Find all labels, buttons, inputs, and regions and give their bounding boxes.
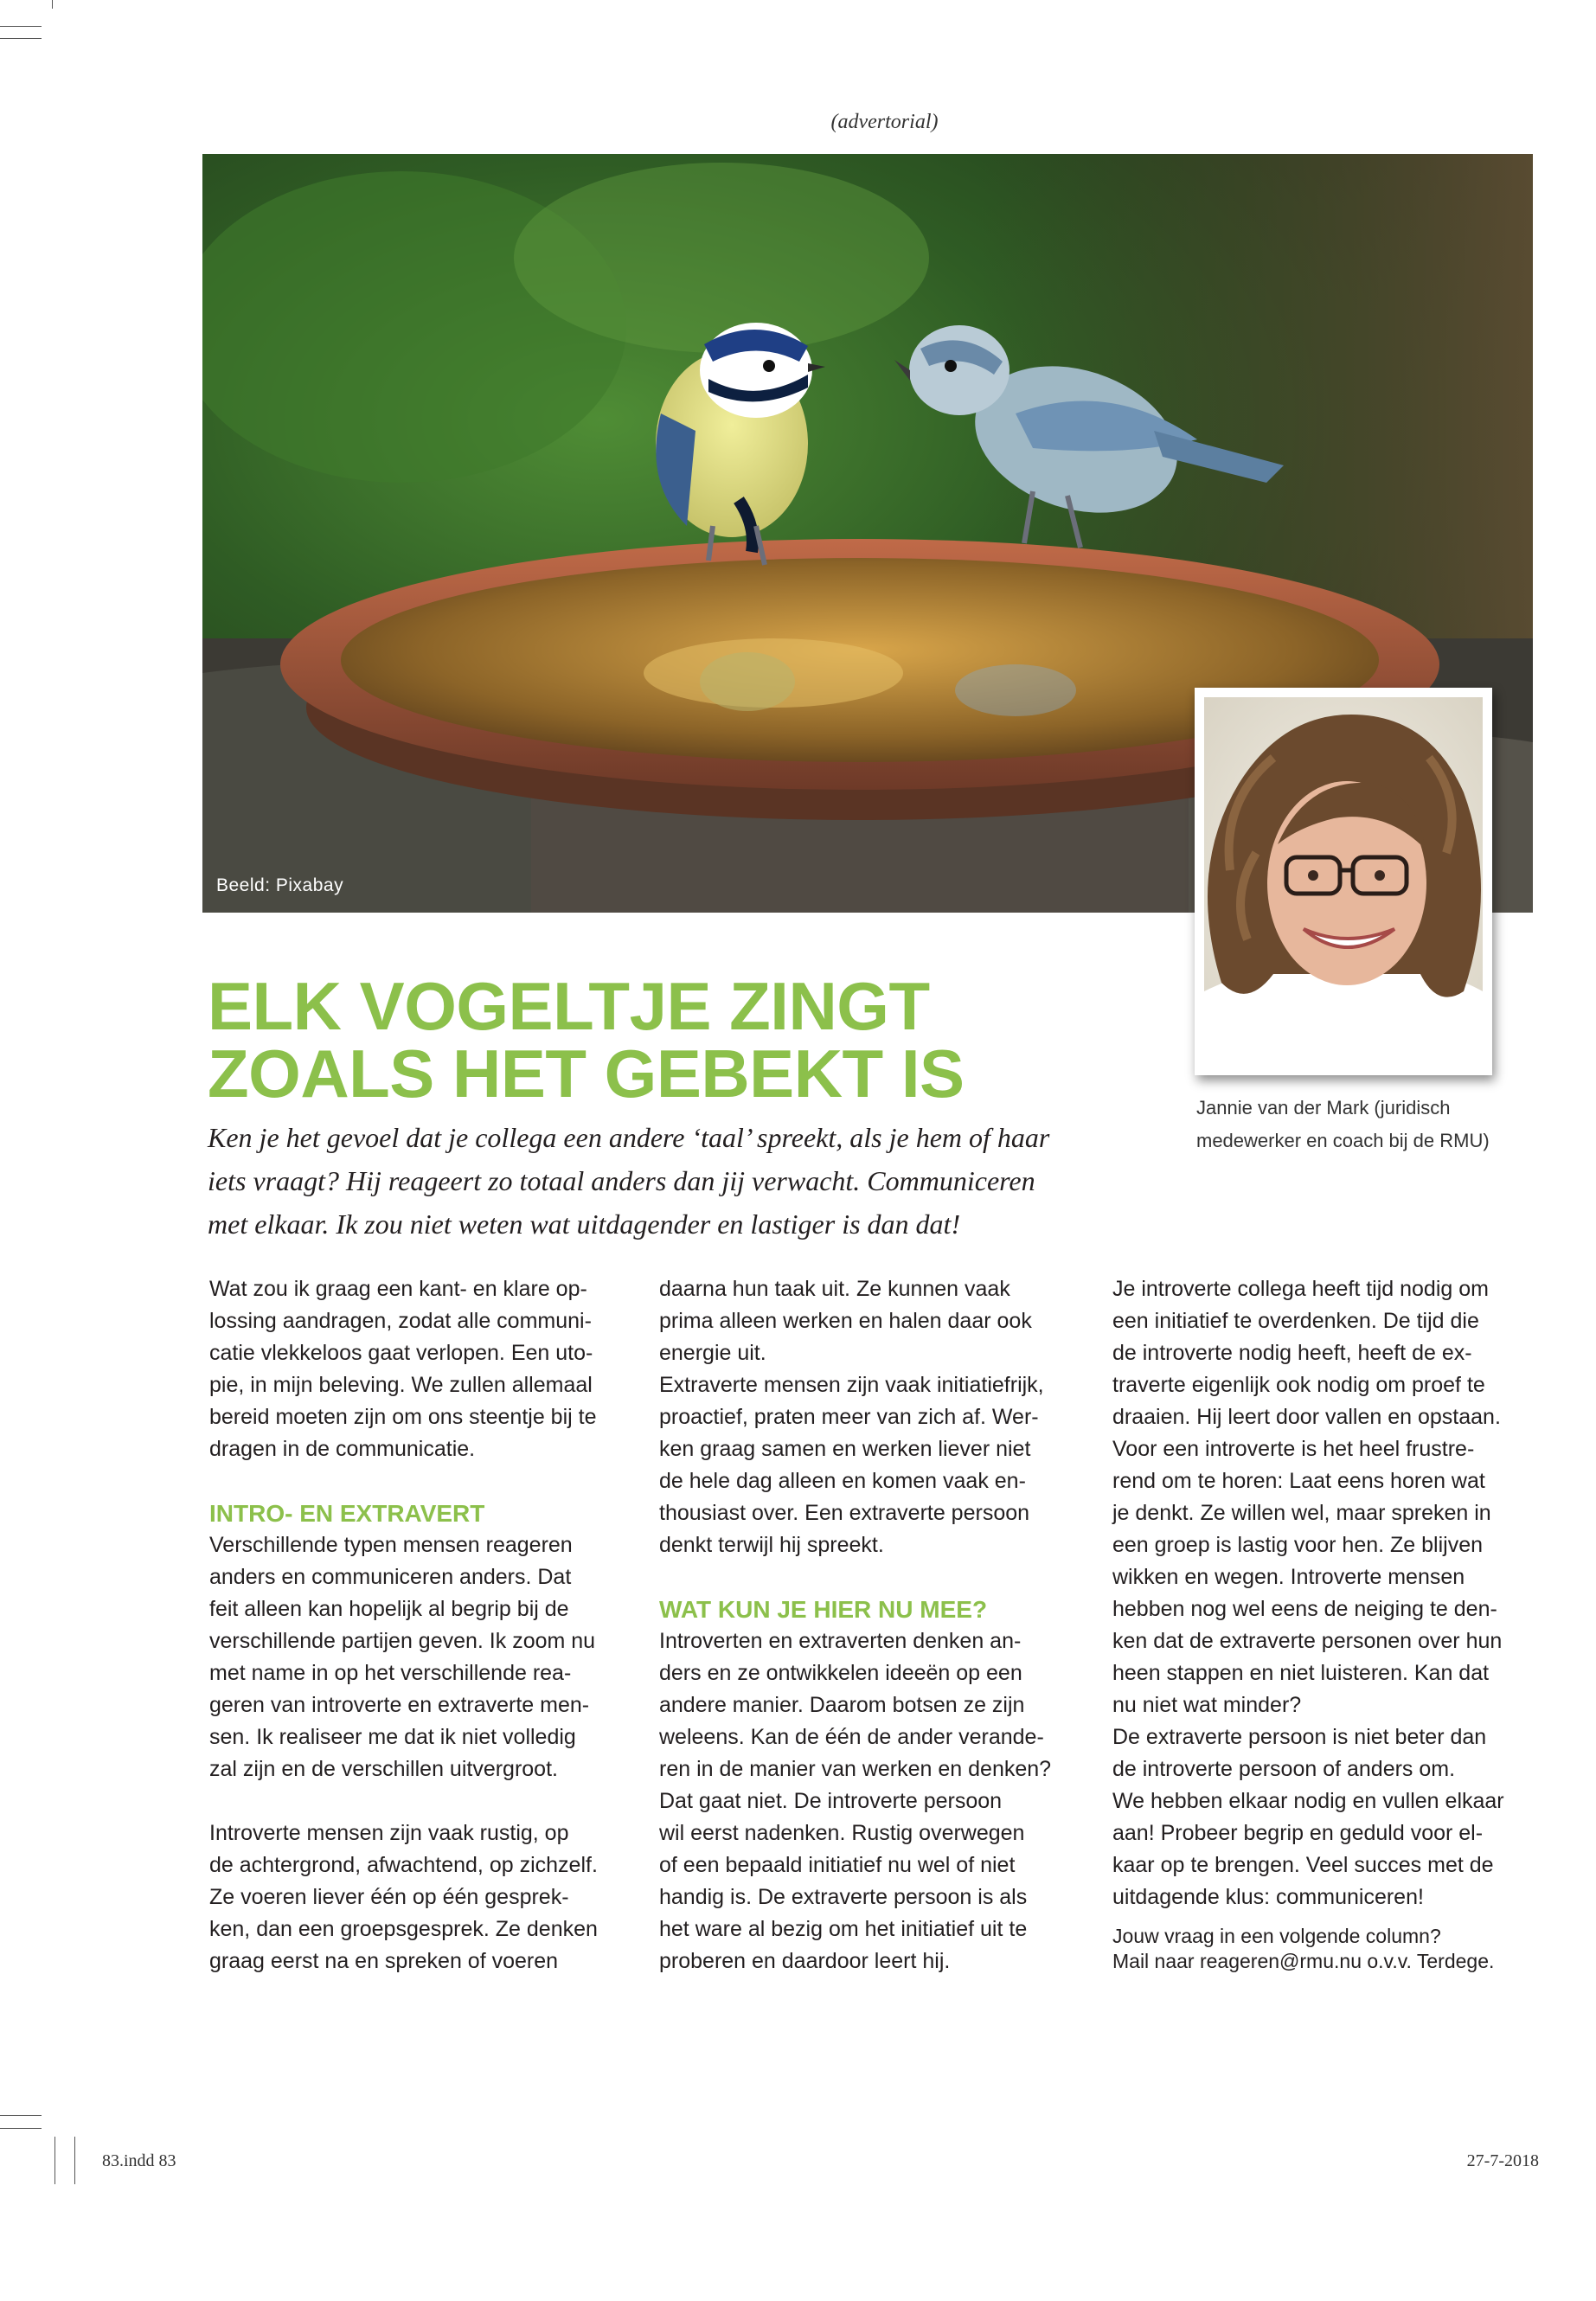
- text-line: Mail naar reageren@rmu.nu o.v.v. Terdege.: [1112, 1950, 1495, 1972]
- caption-line: Jannie van der Mark (juridisch: [1196, 1097, 1451, 1118]
- text-line: kaar op te brengen. Veel succes met de: [1112, 1853, 1494, 1877]
- text-line: Je introverte collega heeft tijd nodig om: [1112, 1277, 1489, 1301]
- title-line: ELK VOGELTJE ZINGT: [208, 968, 930, 1044]
- text-line: een initiatief te overdenken. De tijd die: [1112, 1309, 1479, 1333]
- body-column-1: [209, 1273, 633, 1977]
- text-line: of een bepaald initiatief nu wel of niet: [659, 1853, 1016, 1877]
- text-line: weleens. Kan de één de ander verande-: [659, 1725, 1044, 1749]
- intro-line: iets vraagt? Hij reageert zo totaal anders dan jij verwacht. Communiceren: [208, 1165, 1035, 1196]
- text-line: Jouw vraag in een volgende column?: [1112, 1925, 1441, 1947]
- text-line: sen. Ik realiseer me dat ik niet volledig: [209, 1725, 576, 1749]
- crop-mark: [0, 2115, 42, 2116]
- intro-line: met elkaar. Ik zou niet weten wat uitdagender en lastiger is dan dat!: [208, 1208, 961, 1240]
- intro-line: Ken je het gevoel dat je collega een andere ‘taal’ spreekt, als je hem of haar: [208, 1122, 1050, 1153]
- text-line: hebben nog wel eens de neiging te den-: [1112, 1597, 1497, 1621]
- section-heading: WAT KUN JE HIER NU MEE?: [659, 1596, 988, 1623]
- text-line: de hele dag alleen en komen vaak en-: [659, 1469, 1026, 1493]
- text-line: de introverte nodig heeft, heeft de ex-: [1112, 1341, 1472, 1365]
- text-line: ders en ze ontwikkelen ideeën op een: [659, 1661, 1022, 1685]
- crop-mark: [54, 2137, 55, 2184]
- text-line: energie uit.: [659, 1341, 766, 1365]
- text-line: uitdagende klus: communiceren!: [1112, 1885, 1424, 1909]
- text-line: met name in op het verschillende rea-: [209, 1661, 572, 1685]
- text-line: Introverten en extraverten denken an-: [659, 1629, 1022, 1653]
- author-portrait: [1195, 688, 1492, 1075]
- text-line: wil eerst nadenken. Rustig overwegen: [659, 1821, 1025, 1845]
- paragraph: [209, 1529, 633, 1785]
- text-line: proberen en daardoor leert hij.: [659, 1949, 951, 1973]
- crop-mark: [0, 2128, 42, 2129]
- text-line: ren in de manier van werken en denken?: [659, 1757, 1052, 1781]
- caption-line: medewerker en coach bij de RMU): [1196, 1130, 1490, 1151]
- section-heading: INTRO- EN EXTRAVERT: [209, 1500, 485, 1527]
- text-line: het ware al bezig om het initiatief uit te: [659, 1917, 1028, 1941]
- text-line: anders en communiceren anders. Dat: [209, 1565, 572, 1589]
- crop-mark: [74, 2137, 75, 2184]
- title-line: ZOALS HET GEBEKT IS: [208, 1035, 965, 1112]
- text-line: zal zijn en de verschillen uitvergroot.: [209, 1757, 558, 1781]
- paragraph: [659, 1273, 1083, 1369]
- text-line: thousiast over. Een extraverte persoon: [659, 1501, 1030, 1525]
- text-line: lossing aandragen, zodat alle communi-: [209, 1309, 592, 1333]
- paragraph: [1112, 1273, 1536, 1721]
- text-line: dragen in de communicatie.: [209, 1437, 476, 1461]
- text-line: de introverte persoon of anders om.: [1112, 1757, 1456, 1781]
- text-line: ken graag samen en werken liever niet: [659, 1437, 1031, 1461]
- text-line: prima alleen werken en halen daar ook: [659, 1309, 1032, 1333]
- text-line: ken, dan een groepsgesprek. Ze denken: [209, 1917, 598, 1941]
- text-line: graag eerst na en spreken of voeren: [209, 1949, 559, 1973]
- paragraph: [659, 1625, 1083, 1977]
- text-line: aan! Probeer begrip en geduld voor el-: [1112, 1821, 1484, 1845]
- paragraph: [1112, 1721, 1536, 1913]
- text-line: rend om te horen: Laat eens horen wat: [1112, 1469, 1485, 1493]
- text-line: Verschillende typen mensen reageren: [209, 1533, 573, 1557]
- text-line: geren van introverte en extraverte men-: [209, 1693, 590, 1717]
- crop-mark: [0, 38, 42, 39]
- portrait-illustration: [1204, 697, 1483, 1066]
- text-line: verschillende partijen geven. Ik zoom nu: [209, 1629, 596, 1653]
- body-column-2: [659, 1273, 1083, 1977]
- text-line: pie, in mijn beleving. We zullen allemaal: [209, 1373, 593, 1397]
- paragraph: [209, 1817, 633, 1977]
- text-line: Extraverte mensen zijn vaak initiatiefrijk,: [659, 1373, 1044, 1397]
- text-line: Dat gaat niet. De introverte persoon: [659, 1789, 1003, 1813]
- text-line: denkt terwijl hij spreekt.: [659, 1533, 884, 1557]
- text-line: ken dat de extraverte personen over hun: [1112, 1629, 1503, 1653]
- body-column-3: [1112, 1273, 1536, 1974]
- footer-file-info: 83.indd 83: [102, 2151, 176, 2170]
- advertorial-label: (advertorial): [830, 111, 939, 133]
- text-line: bereid moeten zijn om ons steentje bij te: [209, 1405, 597, 1429]
- crop-mark: [52, 0, 53, 9]
- text-line: handig is. De extraverte persoon is als: [659, 1885, 1028, 1909]
- paragraph: [659, 1369, 1083, 1561]
- crop-mark: [0, 26, 42, 27]
- text-line: Ze voeren liever één op één gesprek-: [209, 1885, 569, 1909]
- reader-question-note: [1112, 1924, 1536, 1974]
- text-line: nu niet wat minder?: [1112, 1693, 1302, 1717]
- text-line: proactief, praten meer van zich af. Wer-: [659, 1405, 1039, 1429]
- photo-credit: Beeld: Pixabay: [216, 875, 344, 895]
- text-line: een groep is lastig voor hen. Ze blijven: [1112, 1533, 1484, 1557]
- paragraph: [209, 1273, 633, 1465]
- portrait-caption: [1196, 1092, 1525, 1157]
- article-intro: [208, 1116, 1073, 1246]
- text-line: Introverte mensen zijn vaak rustig, op: [209, 1821, 569, 1845]
- text-line: De extraverte persoon is niet beter dan: [1112, 1725, 1487, 1749]
- text-line: Voor een introverte is het heel frustre-: [1112, 1437, 1475, 1461]
- text-line: Wat zou ik graag een kant- en klare op-: [209, 1277, 587, 1301]
- text-line: heen stappen en niet luisteren. Kan dat: [1112, 1661, 1490, 1685]
- text-line: feit alleen kan hopelijk al begrip bij de: [209, 1597, 569, 1621]
- text-line: andere manier. Daarom botsen ze zijn: [659, 1693, 1025, 1717]
- article-title: [208, 968, 1159, 1112]
- text-line: je denkt. Ze willen wel, maar spreken in: [1112, 1501, 1491, 1525]
- text-line: traverte eigenlijk ook nodig om proef te: [1112, 1373, 1485, 1397]
- text-line: daarna hun taak uit. Ze kunnen vaak: [659, 1277, 1010, 1301]
- text-line: draaien. Hij leert door vallen en opstaan.: [1112, 1405, 1501, 1429]
- text-line: de achtergrond, afwachtend, op zichzelf.: [209, 1853, 598, 1877]
- text-line: We hebben elkaar nodig en vullen elkaar: [1112, 1789, 1504, 1813]
- footer-date: 27-7-2018: [1466, 2151, 1539, 2170]
- text-line: wikken en wegen. Introverte mensen: [1112, 1565, 1465, 1589]
- text-line: catie vlekkeloos gaat verlopen. Een uto-: [209, 1341, 593, 1365]
